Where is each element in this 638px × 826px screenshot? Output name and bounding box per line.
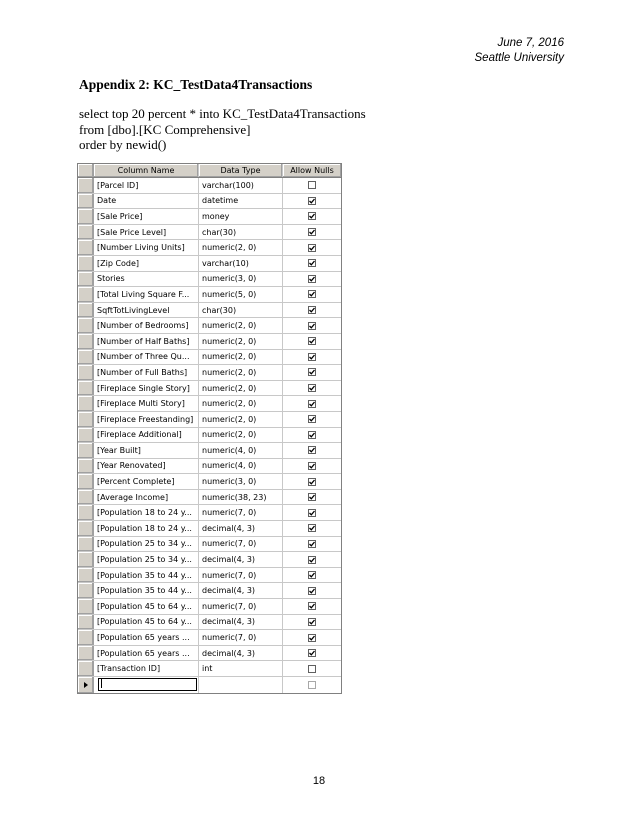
column-name-text: [Fireplace Single Story] xyxy=(97,383,190,393)
data-type-text: char(30) xyxy=(202,227,237,237)
data-type-cell[interactable] xyxy=(199,537,283,552)
current-row-selector[interactable] xyxy=(78,677,94,693)
allow-nulls-cell xyxy=(283,381,341,396)
row-selector[interactable] xyxy=(78,178,94,193)
column-name-text: [Number of Bedrooms] xyxy=(97,321,189,331)
allow-nulls-checkbox[interactable] xyxy=(308,337,316,345)
column-name-text: [Population 65 years ... xyxy=(97,633,190,643)
allow-nulls-checkbox[interactable] xyxy=(308,571,316,579)
row-selector[interactable] xyxy=(78,490,94,505)
column-name-text: [Average Income] xyxy=(97,492,169,502)
row-selector[interactable] xyxy=(78,459,94,474)
column-name-cell[interactable] xyxy=(94,178,199,193)
allow-nulls-cell xyxy=(283,396,341,411)
column-name-cell[interactable] xyxy=(94,459,199,474)
table-row[interactable] xyxy=(78,396,341,412)
allow-nulls-checkbox[interactable] xyxy=(308,400,316,408)
data-type-cell[interactable] xyxy=(199,661,283,676)
column-name-text: Date xyxy=(97,196,117,206)
column-header-column-name[interactable]: Column Name xyxy=(94,164,199,177)
data-type-cell[interactable] xyxy=(199,303,283,318)
data-type-cell[interactable] xyxy=(199,474,283,489)
data-type-cell[interactable] xyxy=(199,381,283,396)
column-name-cell[interactable] xyxy=(94,256,199,271)
row-selector[interactable] xyxy=(78,303,94,318)
table-row[interactable] xyxy=(78,350,341,366)
allow-nulls-checkbox[interactable] xyxy=(308,197,316,205)
data-type-text: numeric(4, 0) xyxy=(202,461,257,471)
data-type-cell[interactable] xyxy=(199,599,283,614)
sql-line: select top 20 percent * into KC_TestData4Transactions xyxy=(79,106,366,121)
column-name-edit-input[interactable] xyxy=(98,678,197,691)
data-type-text: numeric(5, 0) xyxy=(202,289,257,299)
row-selector[interactable] xyxy=(78,583,94,598)
column-name-cell[interactable] xyxy=(94,646,199,661)
data-type-cell[interactable] xyxy=(199,256,283,271)
row-selector[interactable] xyxy=(78,194,94,209)
data-type-cell[interactable] xyxy=(199,646,283,661)
column-name-text: [Population 45 to 64 y... xyxy=(97,601,192,611)
sql-query xyxy=(79,106,366,153)
column-name-cell[interactable] xyxy=(94,630,199,645)
allow-nulls-checkbox[interactable] xyxy=(308,493,316,501)
allow-nulls-cell xyxy=(283,318,341,333)
header-institution: Seattle University xyxy=(474,52,564,64)
allow-nulls-checkbox[interactable] xyxy=(308,322,316,330)
data-type-text: numeric(2, 0) xyxy=(202,383,257,393)
data-type-text: decimal(4, 3) xyxy=(202,523,256,533)
row-selector[interactable] xyxy=(78,318,94,333)
data-type-text: varchar(10) xyxy=(202,258,249,268)
data-type-text: numeric(3, 0) xyxy=(202,477,257,487)
column-name-text: [Percent Complete] xyxy=(97,477,175,487)
table-row[interactable] xyxy=(78,583,341,599)
table-row[interactable] xyxy=(78,287,341,303)
table-row[interactable] xyxy=(78,443,341,459)
data-type-cell[interactable] xyxy=(199,178,283,193)
allow-nulls-checkbox[interactable] xyxy=(308,587,316,595)
data-type-cell[interactable] xyxy=(199,583,283,598)
row-selector[interactable] xyxy=(78,552,94,567)
allow-nulls-checkbox[interactable] xyxy=(308,634,316,642)
column-name-cell[interactable] xyxy=(94,396,199,411)
allow-nulls-checkbox[interactable] xyxy=(308,415,316,423)
column-name-cell[interactable] xyxy=(94,303,199,318)
data-type-text: int xyxy=(202,664,213,674)
column-name-text: [Population 18 to 24 y... xyxy=(97,523,192,533)
allow-nulls-checkbox[interactable] xyxy=(308,228,316,236)
allow-nulls-checkbox[interactable] xyxy=(308,618,316,626)
table-row[interactable] xyxy=(78,209,341,225)
column-name-cell[interactable] xyxy=(94,194,199,209)
allow-nulls-checkbox[interactable] xyxy=(308,259,316,267)
data-type-text: numeric(7, 0) xyxy=(202,633,257,643)
table-row[interactable] xyxy=(78,365,341,381)
row-selector[interactable] xyxy=(78,396,94,411)
data-type-text: datetime xyxy=(202,196,239,206)
row-selector[interactable] xyxy=(78,350,94,365)
allow-nulls-checkbox[interactable] xyxy=(308,602,316,610)
allow-nulls-cell xyxy=(283,459,341,474)
column-name-text: [Number of Three Qu... xyxy=(97,352,190,362)
row-selector[interactable] xyxy=(78,521,94,536)
data-type-text: numeric(4, 0) xyxy=(202,445,257,455)
data-type-cell[interactable] xyxy=(199,615,283,630)
column-name-cell[interactable] xyxy=(94,474,199,489)
data-type-text: numeric(2, 0) xyxy=(202,430,257,440)
table-row[interactable] xyxy=(78,630,341,646)
row-selector[interactable] xyxy=(78,240,94,255)
allow-nulls-checkbox[interactable] xyxy=(308,556,316,564)
column-name-text: [Fireplace Multi Story] xyxy=(97,399,185,409)
column-name-cell[interactable] xyxy=(94,599,199,614)
column-name-cell[interactable] xyxy=(94,583,199,598)
data-type-cell[interactable] xyxy=(199,318,283,333)
column-name-text: [Population 65 years ... xyxy=(97,648,190,658)
appendix-title: Appendix 2: KC_TestData4Transactions xyxy=(79,77,313,92)
column-name-text: [Year Built] xyxy=(97,445,141,455)
data-type-text: decimal(4, 3) xyxy=(202,617,256,627)
allow-nulls-checkbox[interactable] xyxy=(308,368,316,376)
allow-nulls-cell xyxy=(283,490,341,505)
row-selector[interactable] xyxy=(78,599,94,614)
table-row[interactable] xyxy=(78,474,341,490)
column-name-cell[interactable] xyxy=(94,412,199,427)
allow-nulls-checkbox[interactable] xyxy=(308,509,316,517)
table-row[interactable] xyxy=(78,225,341,241)
column-name-cell[interactable] xyxy=(94,505,199,520)
table-row[interactable] xyxy=(78,381,341,397)
table-row[interactable] xyxy=(78,459,341,475)
allow-nulls-checkbox[interactable] xyxy=(308,649,316,657)
data-type-cell[interactable] xyxy=(199,396,283,411)
page-header xyxy=(475,36,564,66)
column-name-text: [Parcel ID] xyxy=(97,180,139,190)
allow-nulls-cell xyxy=(283,521,341,536)
data-type-cell[interactable] xyxy=(199,552,283,567)
allow-nulls-cell xyxy=(283,443,341,458)
allow-nulls-cell xyxy=(283,615,341,630)
column-name-cell[interactable] xyxy=(94,334,199,349)
table-row[interactable] xyxy=(78,256,341,272)
row-selector[interactable] xyxy=(78,443,94,458)
allow-nulls-cell xyxy=(283,194,341,209)
column-name-cell[interactable] xyxy=(94,225,199,240)
allow-nulls-checkbox[interactable] xyxy=(308,212,316,220)
row-selector[interactable] xyxy=(78,661,94,676)
data-type-text: varchar(100) xyxy=(202,180,254,190)
data-type-text: numeric(7, 0) xyxy=(202,601,257,611)
row-selector[interactable] xyxy=(78,209,94,224)
row-selector[interactable] xyxy=(78,474,94,489)
column-name-cell[interactable] xyxy=(94,490,199,505)
data-type-text: numeric(2, 0) xyxy=(202,367,257,377)
grid-header-row xyxy=(78,164,341,178)
table-row[interactable] xyxy=(78,178,341,194)
allow-nulls-cell xyxy=(283,661,341,676)
allow-nulls-checkbox[interactable] xyxy=(308,431,316,439)
table-row[interactable] xyxy=(78,194,341,210)
column-name-cell[interactable] xyxy=(94,240,199,255)
column-name-text: [Fireplace Freestanding] xyxy=(97,414,194,424)
column-name-cell[interactable] xyxy=(94,537,199,552)
allow-nulls-cell xyxy=(283,505,341,520)
allow-nulls-checkbox[interactable] xyxy=(308,665,316,673)
data-type-text: numeric(2, 0) xyxy=(202,399,257,409)
column-name-text: [Fireplace Additional] xyxy=(97,430,182,440)
table-row[interactable] xyxy=(78,537,341,553)
allow-nulls-cell xyxy=(283,334,341,349)
data-type-text: char(30) xyxy=(202,305,237,315)
allow-nulls-cell xyxy=(283,350,341,365)
allow-nulls-cell xyxy=(283,552,341,567)
column-name-cell[interactable] xyxy=(94,443,199,458)
data-type-cell[interactable] xyxy=(199,412,283,427)
sql-line: from [dbo].[KC Comprehensive] xyxy=(79,121,251,137)
column-name-text: [Zip Code] xyxy=(97,258,140,268)
text-caret-icon xyxy=(101,679,102,688)
page-number: 18 xyxy=(312,775,326,787)
allow-nulls-checkbox[interactable] xyxy=(308,524,316,532)
data-type-cell[interactable] xyxy=(199,428,283,443)
data-type-cell[interactable] xyxy=(199,630,283,645)
column-name-text: [Population 18 to 24 y... xyxy=(97,508,192,518)
data-type-text: numeric(2, 0) xyxy=(202,321,257,331)
data-type-cell[interactable] xyxy=(199,568,283,583)
data-type-text: numeric(2, 0) xyxy=(202,336,257,346)
column-name-text: [Sale Price Level] xyxy=(97,227,167,237)
row-selector[interactable] xyxy=(78,537,94,552)
column-name-cell[interactable] xyxy=(94,350,199,365)
column-name-cell[interactable] xyxy=(94,552,199,567)
data-type-cell[interactable] xyxy=(199,334,283,349)
column-header-data-type[interactable]: Data Type xyxy=(199,164,283,177)
allow-nulls-cell xyxy=(283,599,341,614)
allow-nulls-checkbox[interactable] xyxy=(308,306,316,314)
column-name-text: [Population 25 to 34 y... xyxy=(97,539,192,549)
data-type-text: numeric(2, 0) xyxy=(202,414,257,424)
allow-nulls-cell xyxy=(283,256,341,271)
allow-nulls-cell xyxy=(283,225,341,240)
data-type-cell[interactable] xyxy=(199,505,283,520)
data-type-cell[interactable] xyxy=(199,240,283,255)
table-row[interactable] xyxy=(78,615,341,631)
column-name-cell[interactable] xyxy=(94,272,199,287)
data-type-cell[interactable] xyxy=(199,209,283,224)
data-type-cell[interactable] xyxy=(199,677,283,693)
data-type-cell[interactable] xyxy=(199,365,283,380)
table-row[interactable] xyxy=(78,428,341,444)
data-type-text: numeric(2, 0) xyxy=(202,352,257,362)
current-row-arrow-icon xyxy=(84,682,88,688)
table-row[interactable] xyxy=(78,568,341,584)
allow-nulls-checkbox[interactable] xyxy=(308,681,316,689)
data-type-cell[interactable] xyxy=(199,272,283,287)
allow-nulls-cell xyxy=(283,568,341,583)
column-name-text: [Number of Half Baths] xyxy=(97,336,190,346)
row-selector[interactable] xyxy=(78,646,94,661)
column-name-text: [Population 35 to 44 y... xyxy=(97,586,192,596)
allow-nulls-cell xyxy=(283,474,341,489)
table-row[interactable] xyxy=(78,646,341,662)
row-selector[interactable] xyxy=(78,256,94,271)
column-name-text: [Population 25 to 34 y... xyxy=(97,555,192,565)
data-type-text: numeric(3, 0) xyxy=(202,274,257,284)
column-name-cell[interactable] xyxy=(94,677,199,693)
header-corner xyxy=(78,164,94,177)
data-type-cell[interactable] xyxy=(199,521,283,536)
row-selector[interactable] xyxy=(78,412,94,427)
column-name-text: [Number of Full Baths] xyxy=(97,367,188,377)
allow-nulls-checkbox[interactable] xyxy=(308,540,316,548)
row-selector[interactable] xyxy=(78,505,94,520)
new-row[interactable] xyxy=(78,677,341,693)
allow-nulls-cell xyxy=(283,240,341,255)
table-row[interactable] xyxy=(78,318,341,334)
data-type-cell[interactable] xyxy=(199,459,283,474)
allow-nulls-cell xyxy=(283,272,341,287)
column-name-cell[interactable] xyxy=(94,568,199,583)
data-type-text: numeric(7, 0) xyxy=(202,570,257,580)
column-name-cell[interactable] xyxy=(94,521,199,536)
allow-nulls-checkbox[interactable] xyxy=(308,462,316,470)
column-name-text: Stories xyxy=(97,274,125,284)
row-selector[interactable] xyxy=(78,630,94,645)
row-selector[interactable] xyxy=(78,334,94,349)
column-name-text: [Number Living Units] xyxy=(97,243,185,253)
column-name-cell[interactable] xyxy=(94,615,199,630)
row-selector[interactable] xyxy=(78,615,94,630)
column-name-text: SqftTotLivingLevel xyxy=(97,305,170,315)
data-type-text: money xyxy=(202,211,230,221)
allow-nulls-checkbox[interactable] xyxy=(308,478,316,486)
data-type-cell[interactable] xyxy=(199,490,283,505)
allow-nulls-cell xyxy=(283,646,341,661)
allow-nulls-cell xyxy=(283,428,341,443)
allow-nulls-checkbox[interactable] xyxy=(308,181,316,189)
table-row[interactable] xyxy=(78,412,341,428)
row-selector[interactable] xyxy=(78,225,94,240)
row-selector[interactable] xyxy=(78,381,94,396)
table-row[interactable] xyxy=(78,505,341,521)
column-name-text: [Population 35 to 44 y... xyxy=(97,570,192,580)
table-row[interactable] xyxy=(78,552,341,568)
allow-nulls-checkbox[interactable] xyxy=(308,244,316,252)
table-row[interactable] xyxy=(78,334,341,350)
row-selector[interactable] xyxy=(78,365,94,380)
column-name-text: [Total Living Square F... xyxy=(97,289,190,299)
row-selector[interactable] xyxy=(78,568,94,583)
column-name-text: [Transaction ID] xyxy=(97,664,161,674)
column-name-text: [Year Renovated] xyxy=(97,461,166,471)
allow-nulls-cell xyxy=(283,365,341,380)
column-name-cell[interactable] xyxy=(94,318,199,333)
column-name-cell[interactable] xyxy=(94,381,199,396)
allow-nulls-cell xyxy=(283,630,341,645)
data-type-text: decimal(4, 3) xyxy=(202,648,256,658)
table-row[interactable] xyxy=(78,490,341,506)
column-name-cell[interactable] xyxy=(94,209,199,224)
data-type-text: numeric(7, 0) xyxy=(202,539,257,549)
column-name-cell[interactable] xyxy=(94,287,199,302)
table-row[interactable] xyxy=(78,661,341,677)
sql-line: order by newid() xyxy=(79,137,167,152)
header-date: June 7, 2016 xyxy=(497,37,564,49)
data-type-cell[interactable] xyxy=(199,194,283,209)
allow-nulls-checkbox[interactable] xyxy=(308,384,316,392)
column-name-text: [Population 45 to 64 y... xyxy=(97,617,192,627)
data-type-cell[interactable] xyxy=(199,443,283,458)
table-designer-grid xyxy=(77,163,342,694)
allow-nulls-checkbox[interactable] xyxy=(308,446,316,454)
column-name-cell[interactable] xyxy=(94,661,199,676)
row-selector[interactable] xyxy=(78,272,94,287)
data-type-text: numeric(7, 0) xyxy=(202,508,257,518)
table-row[interactable] xyxy=(78,303,341,319)
table-row[interactable] xyxy=(78,240,341,256)
table-row[interactable] xyxy=(78,521,341,537)
allow-nulls-cell xyxy=(283,412,341,427)
data-type-cell[interactable] xyxy=(199,225,283,240)
row-selector[interactable] xyxy=(78,287,94,302)
allow-nulls-cell xyxy=(283,677,341,693)
column-header-allow-nulls[interactable]: Allow Nulls xyxy=(283,164,341,177)
data-type-text: numeric(2, 0) xyxy=(202,243,257,253)
data-type-cell[interactable] xyxy=(199,287,283,302)
data-type-text: numeric(38, 23) xyxy=(202,492,267,502)
allow-nulls-cell xyxy=(283,583,341,598)
data-type-text: decimal(4, 3) xyxy=(202,555,256,565)
table-row[interactable] xyxy=(78,599,341,615)
column-name-text: [Sale Price] xyxy=(97,211,143,221)
column-name-cell[interactable] xyxy=(94,365,199,380)
data-type-cell[interactable] xyxy=(199,350,283,365)
allow-nulls-cell xyxy=(283,537,341,552)
data-type-text: decimal(4, 3) xyxy=(202,586,256,596)
allow-nulls-cell xyxy=(283,287,341,302)
table-row[interactable] xyxy=(78,272,341,288)
allow-nulls-cell xyxy=(283,303,341,318)
allow-nulls-checkbox[interactable] xyxy=(308,275,316,283)
row-selector[interactable] xyxy=(78,428,94,443)
allow-nulls-cell xyxy=(283,209,341,224)
allow-nulls-cell xyxy=(283,178,341,193)
allow-nulls-checkbox[interactable] xyxy=(308,290,316,298)
column-name-cell[interactable] xyxy=(94,428,199,443)
allow-nulls-checkbox[interactable] xyxy=(308,353,316,361)
